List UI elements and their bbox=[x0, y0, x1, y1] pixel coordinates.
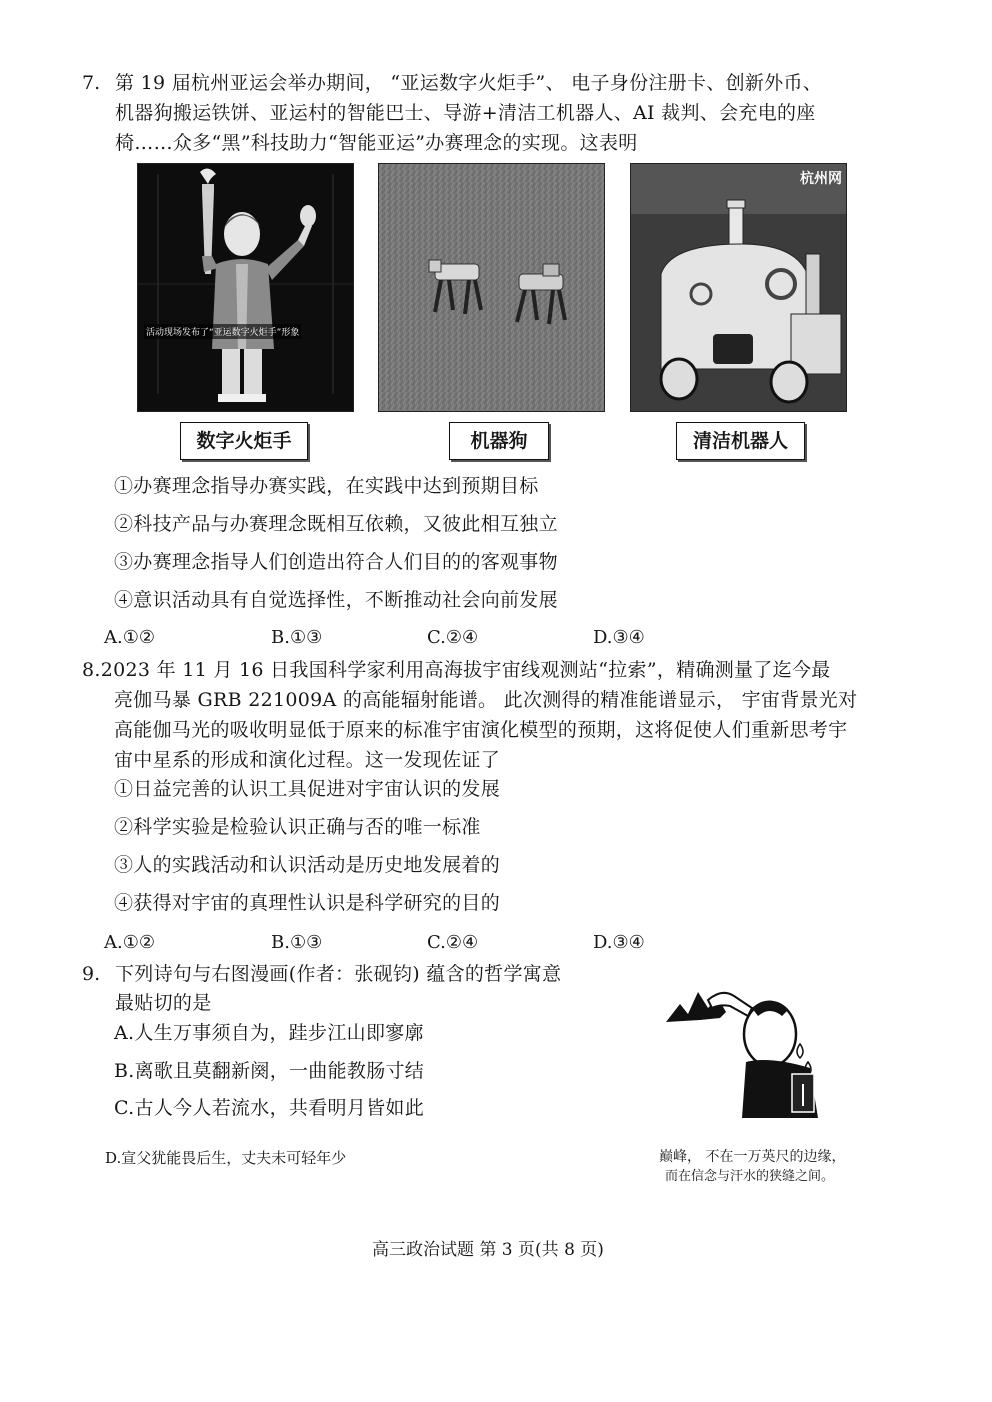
robot-dog-icon bbox=[379, 164, 604, 411]
cartoon-image bbox=[660, 978, 840, 1120]
q8-item-1: ①日益完善的认识工具促进对宇宙认识的发展 bbox=[114, 778, 501, 800]
q7-stem-line1: 第 19 届杭州亚运会举办期间， “亚运数字火炬手”、 电子身份注册卡、创新外币、 bbox=[115, 72, 823, 94]
q8-item-4: ④获得对宇宙的真理性认识是科学研究的目的 bbox=[114, 892, 501, 914]
q7-number: 7. bbox=[82, 72, 101, 94]
q9-option-a: A.人生万事须自为，跬步江山即寥廓 bbox=[114, 1022, 424, 1044]
q8-stem-line1: 8.2023 年 11 月 16 日我国科学家利用高海拔宇宙线观测站“拉索”，精确测量了迄今最 bbox=[82, 659, 831, 681]
q7-item-1: ①办赛理念指导办赛实践，在实践中达到预期目标 bbox=[114, 475, 539, 497]
q7-option-d: D.③④ bbox=[593, 627, 645, 648]
cartoon-caption-line1: 巅峰， 不在一万英尺的边缘， bbox=[659, 1149, 846, 1165]
q9-stem-line2: 最贴切的是 bbox=[115, 992, 212, 1014]
q8-item-2: ②科学实验是检验认识正确与否的唯一标准 bbox=[114, 816, 481, 838]
torchbearer-photo bbox=[137, 163, 354, 412]
q7-item-3: ③办赛理念指导人们创造出符合人们目的的客观事物 bbox=[114, 551, 558, 573]
torchbearer-overlay-text: 活动现场发布了“亚运数字火炬手”形象 bbox=[144, 324, 301, 339]
watermark-text: 杭州网 bbox=[800, 171, 842, 187]
q7-option-b: B.①③ bbox=[271, 627, 323, 648]
q8-stem-line2: 亮伽马暴 GRB 221009A 的高能辐射能谱。 此次测得的精准能谱显示， 宇宙背景光对 bbox=[114, 689, 858, 711]
q8-option-b: B.①③ bbox=[271, 932, 323, 953]
q9-number: 9. bbox=[82, 963, 101, 985]
caption-torchbearer: 数字火炬手 bbox=[180, 422, 308, 460]
torchbearer-figure-icon bbox=[138, 164, 353, 411]
q9-option-b: B.离歌且莫翻新阕，一曲能教肠寸结 bbox=[114, 1060, 425, 1082]
q8-item-3: ③人的实践活动和认识活动是历史地发展着的 bbox=[114, 854, 501, 876]
q9-stem-line1: 下列诗句与右图漫画(作者：张砚钧) 蕴含的哲学寓意 bbox=[115, 963, 562, 985]
q8-stem-line3: 高能伽马光的吸收明显低于原来的标准宇宙演化模型的预期，这将促使人们重新思考宇 bbox=[114, 719, 848, 741]
q7-stem-line2: 机器狗搬运铁饼、亚运村的智能巴士、导游+清洁工机器人、AI 裁判、会充电的座 bbox=[115, 102, 816, 124]
q9-option-d: D.宣父犹能畏后生，丈夫未可轻年少 bbox=[105, 1149, 347, 1167]
q9-option-c: C.古人今人若流水，共看明月皆如此 bbox=[114, 1097, 425, 1119]
q8-option-d: D.③④ bbox=[593, 932, 645, 953]
cleaning-robot-icon bbox=[631, 164, 846, 411]
page-footer: 高三政治试题 第 3 页(共 8 页) bbox=[372, 1240, 604, 1260]
q7-item-4: ④意识活动具有自觉选择性，不断推动社会向前发展 bbox=[114, 589, 558, 611]
q7-item-2: ②科技产品与办赛理念既相互依赖，又彼此相互独立 bbox=[114, 513, 558, 535]
cleaning-robot-photo bbox=[630, 163, 847, 412]
robot-dog-photo bbox=[378, 163, 605, 412]
cartoon-caption-line2: 而在信念与汗水的狭缝之间。 bbox=[665, 1169, 835, 1184]
q8-option-a: A.①② bbox=[104, 932, 155, 953]
q7-option-a: A.①② bbox=[104, 627, 155, 648]
q7-option-c: C.②④ bbox=[427, 627, 479, 648]
q7-stem-line3: 椅……众多“黑”科技助力“智能亚运”办赛理念的实现。这表明 bbox=[115, 132, 638, 154]
caption-cleaning-robot: 清洁机器人 bbox=[676, 422, 805, 460]
climber-cartoon-icon bbox=[660, 978, 840, 1120]
caption-robot-dog: 机器狗 bbox=[449, 422, 549, 460]
q8-option-c: C.②④ bbox=[427, 932, 479, 953]
q8-stem-line4: 宙中星系的形成和演化过程。这一发现佐证了 bbox=[114, 749, 501, 771]
